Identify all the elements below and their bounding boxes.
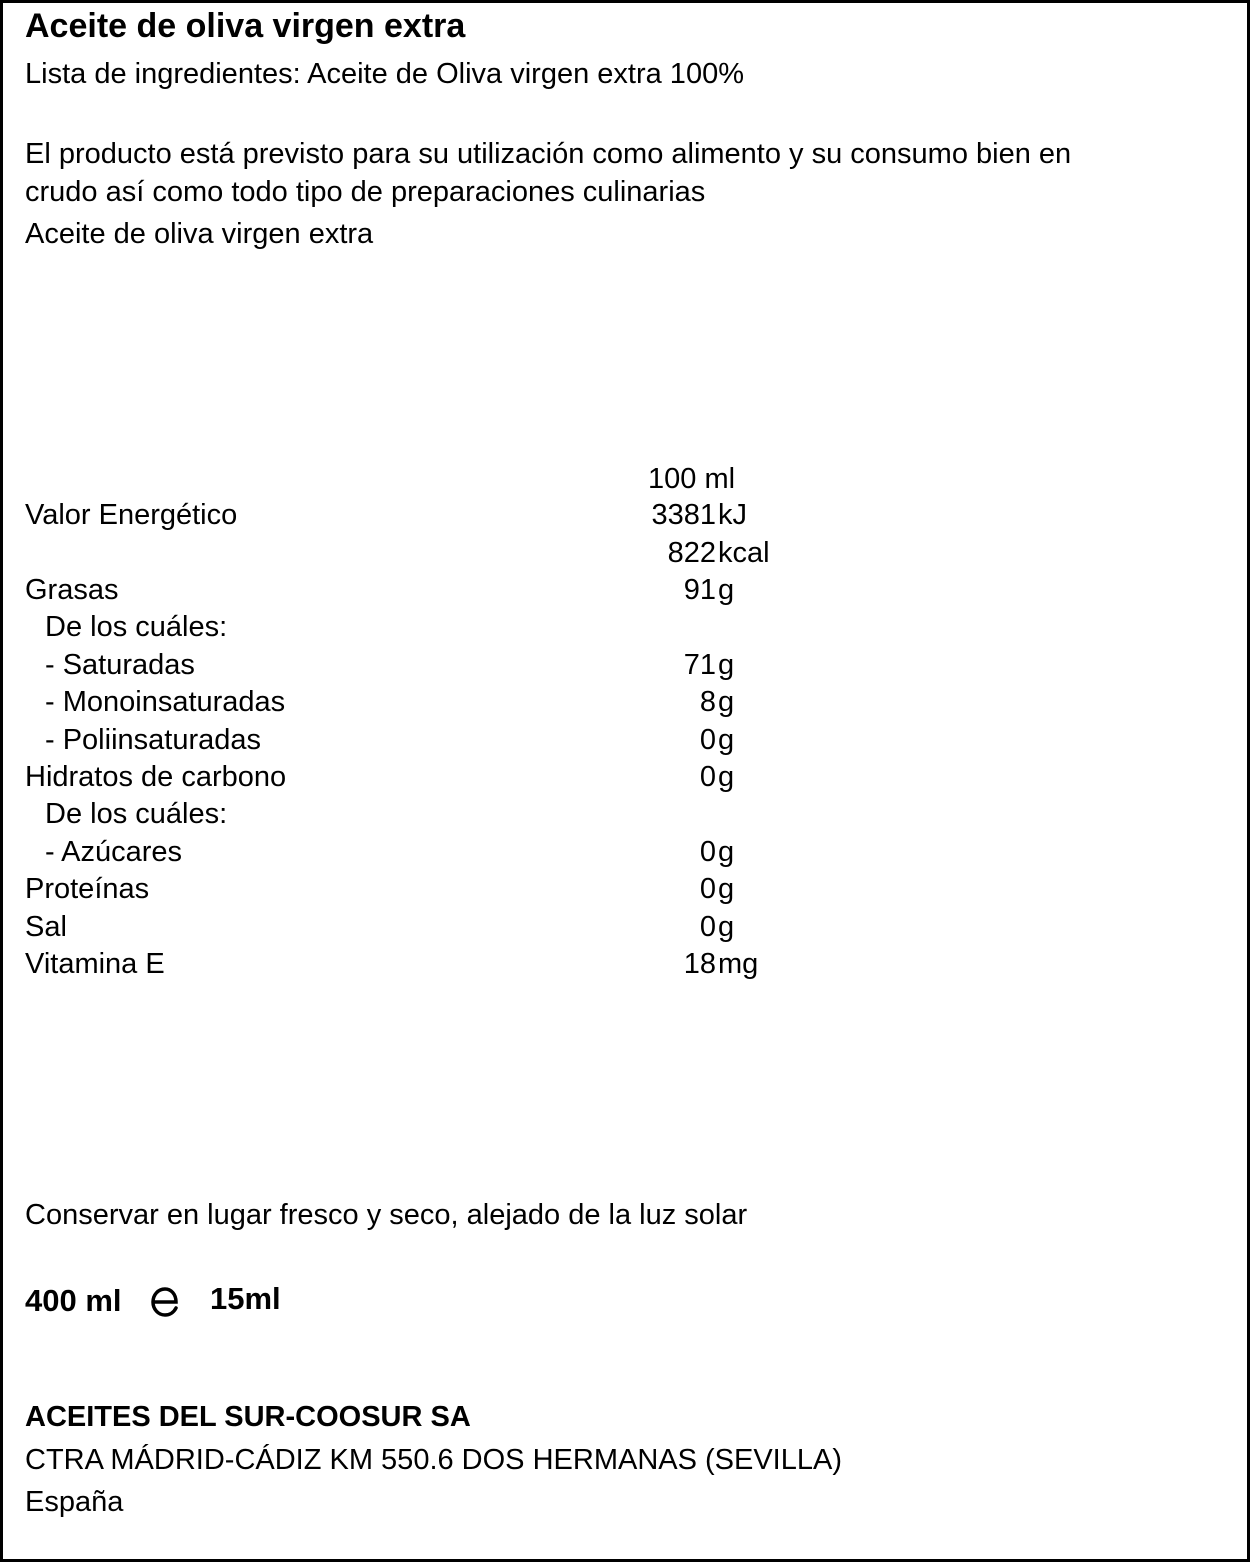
e-mark-icon xyxy=(146,1286,184,1318)
nutrition-row-label: Grasas xyxy=(25,574,119,606)
energy-kcal-value: 822 xyxy=(667,537,716,569)
nutrition-row-label: Proteínas xyxy=(25,873,150,905)
usage-line-2: crudo así como todo tipo de preparaciones culinarias xyxy=(25,176,706,208)
nutrition-row-label: - Saturadas xyxy=(45,649,195,681)
nutrition-row-label: - Azúcares xyxy=(45,836,182,868)
nutrition-row-unit: g xyxy=(718,574,735,606)
nutrition-row-label: - Monoinsaturadas xyxy=(45,686,286,718)
nutrition-row-unit: g xyxy=(718,911,735,943)
nutrition-row-label: Sal xyxy=(25,911,67,943)
company-country: España xyxy=(25,1486,124,1518)
nutrition-row-value: 18 xyxy=(683,948,716,980)
nutrition-row-value: 0 xyxy=(699,911,716,943)
usage-line-1: El producto está previsto para su utilización como alimento y su consumo bien en xyxy=(25,138,1072,170)
energy-kj-unit: kJ xyxy=(718,499,747,531)
nutrition-row-unit: g xyxy=(718,836,735,868)
nutrition-row-unit: g xyxy=(718,761,735,793)
nutrition-row-value: 0 xyxy=(699,836,716,868)
company-name: ACEITES DEL SUR-COOSUR SA xyxy=(25,1401,471,1433)
product-title: Aceite de oliva virgen extra xyxy=(25,7,466,45)
energy-kj-value: 3381 xyxy=(651,499,716,531)
nutrition-row-label: - Poliinsaturadas xyxy=(45,724,261,756)
product-denomination: Aceite de oliva virgen extra xyxy=(25,218,374,250)
nutrition-row-unit: g xyxy=(718,649,735,681)
nutrition-row-unit: mg xyxy=(718,948,759,980)
nutrition-row-value: 91 xyxy=(683,574,716,606)
company-address: CTRA MÁDRID-CÁDIZ KM 550.6 DOS HERMANAS (SEVILLA) xyxy=(25,1444,842,1476)
nutrition-row-value: 0 xyxy=(699,873,716,905)
nutrition-row-unit: g xyxy=(718,724,735,756)
nutrition-row-label: De los cuáles: xyxy=(45,611,228,643)
energy-label: Valor Energético xyxy=(25,499,238,531)
quantity-tolerance: 15ml xyxy=(210,1281,281,1316)
ingredients-list: Lista de ingredientes: Aceite de Oliva virgen extra 100% xyxy=(25,58,744,90)
nutrition-header: 100 ml xyxy=(648,463,736,495)
nutrition-row-unit: g xyxy=(718,686,735,718)
nutrition-row-value: 0 xyxy=(699,761,716,793)
nutrition-row-unit: g xyxy=(718,873,735,905)
net-quantity: 400 ml xyxy=(25,1283,122,1318)
nutrition-row-label: Vitamina E xyxy=(25,948,165,980)
nutrition-row-value: 8 xyxy=(699,686,716,718)
nutrition-row-label: Hidratos de carbono xyxy=(25,761,287,793)
nutrition-row-label: De los cuáles: xyxy=(45,798,228,830)
nutrition-row-value: 0 xyxy=(699,724,716,756)
energy-kcal-unit: kcal xyxy=(718,537,770,569)
storage-instructions: Conservar en lugar fresco y seco, alejado de la luz solar xyxy=(25,1199,748,1231)
nutrition-row-value: 71 xyxy=(683,649,716,681)
